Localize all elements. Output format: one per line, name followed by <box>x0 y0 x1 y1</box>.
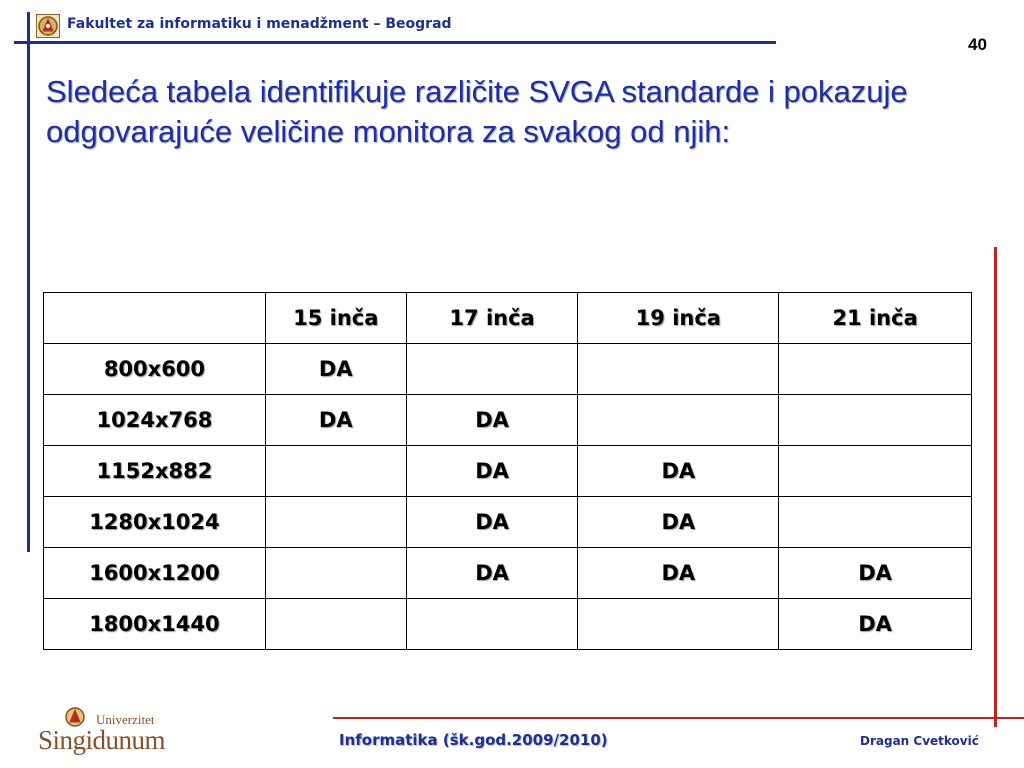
support-cell <box>578 344 779 395</box>
column-header: 17 inča <box>406 293 578 344</box>
support-cell <box>578 599 779 650</box>
support-cell: DA <box>406 395 578 446</box>
support-cell: DA <box>406 497 578 548</box>
support-cell <box>779 344 972 395</box>
support-cell <box>265 548 406 599</box>
author-name: Dragan Cvetković <box>860 734 979 748</box>
resolution-cell: 1280x1024 <box>44 497 266 548</box>
support-cell: DA <box>779 599 972 650</box>
course-name: Informatika (šk.god.2009/2010) <box>339 731 608 749</box>
resolution-cell: 1800x1440 <box>44 599 266 650</box>
support-cell: DA <box>406 548 578 599</box>
university-logo-text: Singidunum <box>38 725 166 755</box>
right-rule <box>994 247 997 727</box>
table-header-row <box>44 293 972 344</box>
university-label: Univerzitet <box>96 712 155 727</box>
table-row <box>44 446 972 497</box>
support-cell: DA <box>265 395 406 446</box>
footer-rule <box>333 717 1024 719</box>
header-corner-cell <box>44 293 266 344</box>
slide-title: Sledeća tabela identifikuje različite SVGA standarde i pokazuje odgovarajuće veličine monitora za svakog od njih: <box>46 74 908 149</box>
page-number: 40 <box>968 35 987 54</box>
resolution-cell: 1600x1200 <box>44 548 266 599</box>
support-cell: DA <box>578 446 779 497</box>
svga-standards-table <box>43 292 972 650</box>
support-cell <box>406 344 578 395</box>
table-row <box>44 497 972 548</box>
column-header: 15 inča <box>265 293 406 344</box>
resolution-cell: 1024x768 <box>44 395 266 446</box>
table-row <box>44 548 972 599</box>
table-row <box>44 395 972 446</box>
support-cell <box>779 446 972 497</box>
support-cell <box>779 395 972 446</box>
header-rule <box>14 41 776 44</box>
support-cell: DA <box>779 548 972 599</box>
support-cell: DA <box>265 344 406 395</box>
table-row <box>44 344 972 395</box>
support-cell <box>406 599 578 650</box>
support-cell: DA <box>578 548 779 599</box>
faculty-seal-icon <box>36 14 60 38</box>
resolution-cell: 800x600 <box>44 344 266 395</box>
left-rule <box>27 12 30 552</box>
institution-name: Fakultet za informatiku i menadžment – Beograd <box>67 16 452 32</box>
support-cell: DA <box>578 497 779 548</box>
support-cell <box>779 497 972 548</box>
support-cell <box>265 446 406 497</box>
column-header: 21 inča <box>779 293 972 344</box>
column-header: 19 inča <box>578 293 779 344</box>
support-cell <box>265 497 406 548</box>
support-cell <box>265 599 406 650</box>
table-row <box>44 599 972 650</box>
support-cell <box>578 395 779 446</box>
resolution-cell: 1152x882 <box>44 446 266 497</box>
support-cell: DA <box>406 446 578 497</box>
